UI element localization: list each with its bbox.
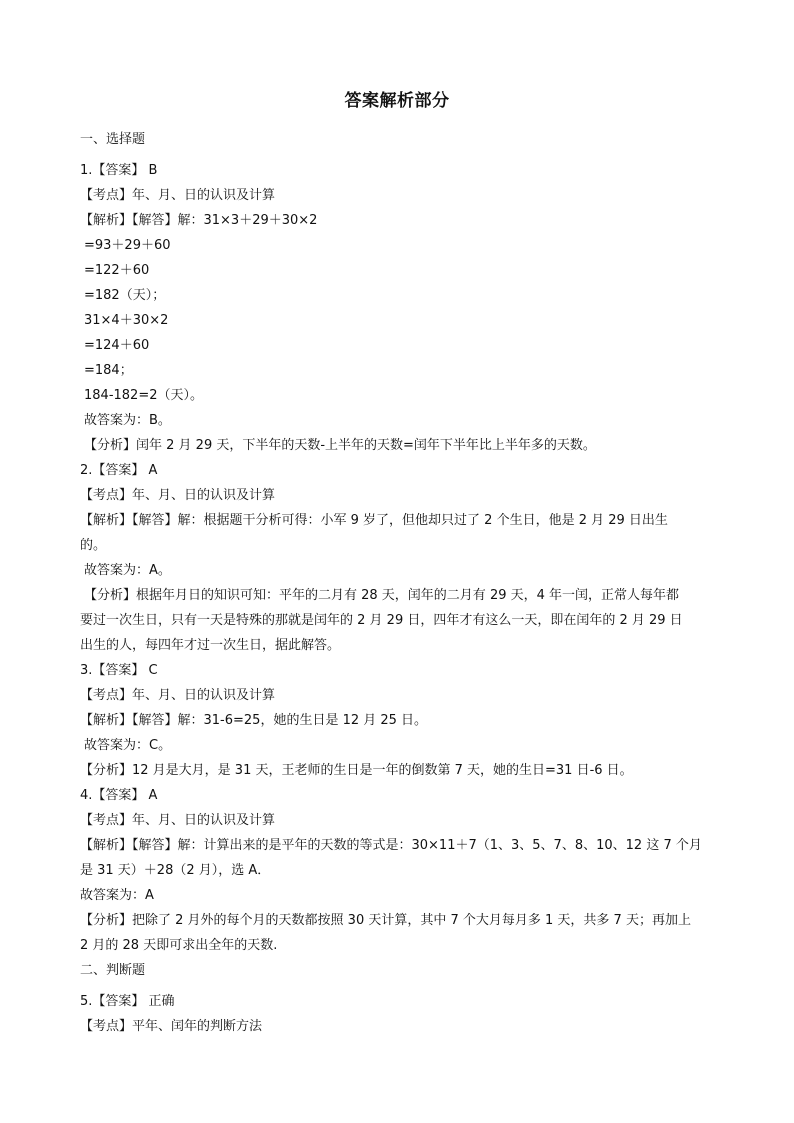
q4-point: 【考点】年、月、日的认识及计算 (80, 813, 276, 828)
q1-answer: 1.【答案】 B (80, 163, 158, 178)
section-heading-judge: 二、判断题 (80, 963, 146, 978)
q4-analysis-1: 【分析】把除了 2 月外的每个月的天数都按照 30 天计算，其中 7 个大月每月多 1 天，共多 7 天；再加上 (80, 913, 691, 928)
q1-step-3: =182（天）； (84, 288, 166, 303)
q5-point: 【考点】平年、闰年的判断方法 (80, 1019, 263, 1034)
section-heading-choice: 一、选择题 (80, 132, 146, 147)
q1-point: 【考点】年、月、日的认识及计算 (80, 188, 276, 203)
q1-parse: 【解析】【解答】解：31×3＋29＋30×2 (80, 213, 318, 228)
q4-parse-2: 是 31 天）＋28（2 月），选 A． (80, 863, 271, 878)
q5-answer: 5.【答案】 正确 (80, 994, 175, 1009)
q3-final: 故答案为：C。 (84, 738, 172, 753)
q3-analysis: 【分析】12 月是大月，是 31 天，王老师的生日是一年的倒数第 7 天，她的生日=31 日-6 日。 (80, 763, 633, 778)
q2-parse-2: 的。 (80, 538, 107, 553)
q2-final: 故答案为：A。 (84, 563, 171, 578)
q2-analysis-1: 【分析】根据年月日的知识可知：平年的二月有 28 天，闰年的二月有 29 天，4 年一闰，正常人每年都 (84, 588, 680, 603)
q2-answer: 2.【答案】 A (80, 463, 158, 478)
q1-step-6: =184； (84, 363, 133, 378)
q4-final: 故答案为：A (80, 888, 154, 903)
q1-step-5: =124＋60 (84, 338, 150, 353)
q2-analysis-3: 出生的人，每四年才过一次生日，据此解答。 (80, 638, 341, 653)
q1-step-7: 184-182=2（天）。 (84, 388, 203, 403)
q3-point: 【考点】年、月、日的认识及计算 (80, 688, 276, 703)
q2-parse-1: 【解析】【解答】解：根据题干分析可得：小军 9 岁了，但他却只过了 2 个生日，他是 2 月 29 日出生 (80, 513, 668, 528)
page-title: 答案解析部分 (344, 91, 450, 111)
q4-parse-1: 【解析】【解答】解：计算出来的是平年的天数的等式是：30×11＋7（1、3、5、7、8、10、12 这 7 个月 (80, 838, 702, 853)
q1-analysis: 【分析】闰年 2 月 29 天，下半年的天数-上半年的天数=闰年下半年比上半年多的天数。 (84, 438, 596, 453)
q1-step-4: 31×4＋30×2 (84, 313, 169, 328)
q4-analysis-2: 2 月的 28 天即可求出全年的天数. (80, 938, 278, 953)
q2-point: 【考点】年、月、日的认识及计算 (80, 488, 276, 503)
q3-parse: 【解析】【解答】解：31-6=25，她的生日是 12 月 25 日。 (80, 713, 428, 728)
q2-analysis-2: 要过一次生日，只有一天是特殊的那就是闰年的 2 月 29 日，四年才有这么一天，即在闰年的 2 月 29 日 (80, 613, 683, 628)
q4-answer: 4.【答案】 A (80, 788, 158, 803)
q1-final: 故答案为：B。 (84, 413, 171, 428)
q1-step-2: =122＋60 (84, 263, 150, 278)
q1-step-1: =93＋29＋60 (84, 238, 171, 253)
q3-answer: 3.【答案】 C (80, 663, 158, 678)
